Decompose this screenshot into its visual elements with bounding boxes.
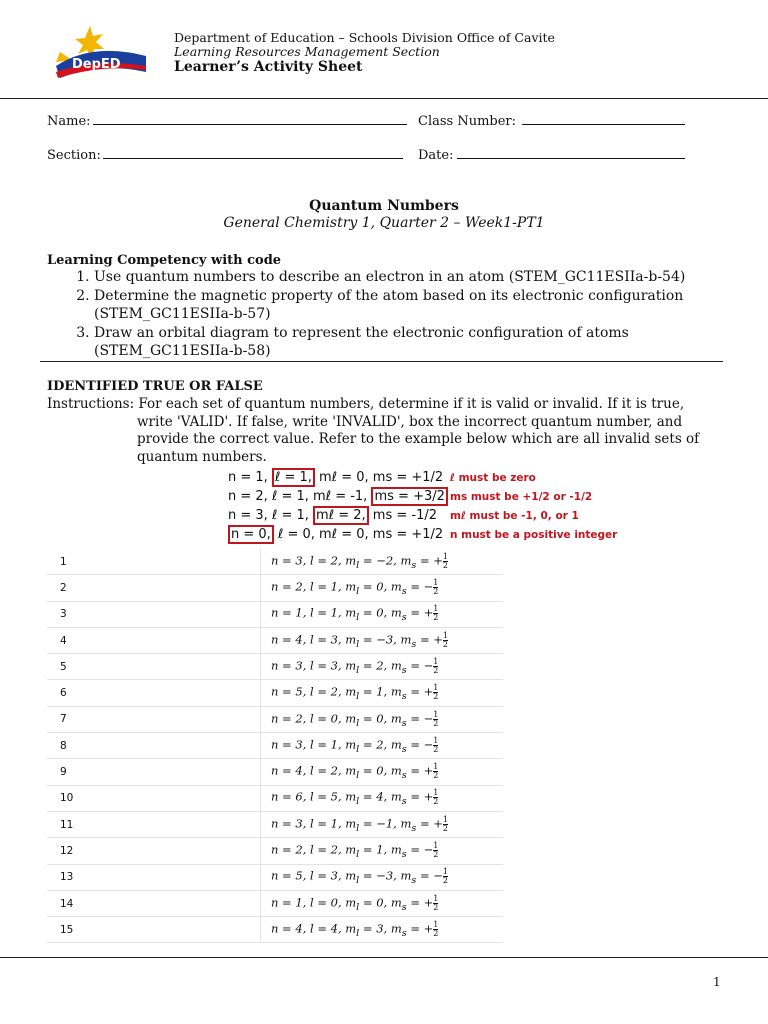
one-half-fraction: $\frac{1}{2}$: [433, 788, 439, 807]
ms-sign: −: [423, 737, 434, 752]
ml-value: 4: [376, 789, 384, 804]
quantum-set: n = 4, l = 2, $m_l = 0$, $m_s$ = + $\frac{1}{2}$: [261, 759, 504, 785]
n-value: 2: [295, 711, 303, 726]
n-value: 2: [295, 842, 303, 857]
boxed-quantum-value: ℓ = 1,: [272, 468, 315, 487]
row-number: 8: [47, 733, 261, 759]
table-row: [47, 549, 503, 575]
quantum-set: n = 4, l = 4, $m_l = 3$, $m_s$ = + $\frac{1}{2}$: [261, 917, 504, 943]
row-number: 2: [47, 575, 261, 601]
ml-value: 2: [376, 658, 384, 673]
row-number: 13: [47, 864, 261, 890]
quantum-set: n = 2, l = 2, $m_l = 1$, $m_s$ = − $\frac{1}{2}$: [261, 838, 504, 864]
class-number-label: Class Number:: [418, 114, 517, 129]
ml-value: −3: [376, 868, 394, 883]
n-value: 5: [295, 868, 303, 883]
quantum-number-table: [47, 549, 503, 943]
row-number: 3: [47, 601, 261, 627]
l-value: 1: [330, 816, 338, 831]
ml-value: 0: [376, 763, 384, 778]
competency-item: 2. Determine the magnetic property of the atom based on its electronic configuration (STEM_GC11ESIIa-b-57): [94, 287, 754, 324]
quantum-value: ℓ = 1,: [271, 508, 309, 523]
l-value: 0: [330, 711, 338, 726]
n-value: 1: [295, 895, 303, 910]
footer-rule: [0, 957, 768, 958]
row-number: 1: [47, 549, 261, 575]
quantum-set: n = 3, l = 3, $m_l = 2$, $m_s$ = − $\frac{1}{2}$: [261, 654, 504, 680]
header-department: Department of Education – Schools Division Office of Cavite: [174, 30, 555, 45]
one-half-fraction: $\frac{1}{2}$: [433, 762, 439, 781]
table-row: [47, 627, 503, 653]
row-number: 15: [47, 917, 261, 943]
row-number: 12: [47, 838, 261, 864]
quantum-value: ms = -1/2: [372, 508, 437, 523]
ms-sign: −: [423, 658, 434, 673]
class-number-field: [418, 112, 685, 129]
ms-sign: +: [423, 605, 434, 620]
page-subtitle: General Chemistry 1, Quarter 2 – Week1-PT1: [223, 215, 545, 231]
name-blank[interactable]: [93, 112, 407, 125]
quantum-value: ms = +1/2: [372, 527, 444, 542]
l-value: 3: [330, 868, 338, 883]
l-value: 3: [330, 658, 338, 673]
one-half-fraction: $\frac{1}{2}$: [433, 735, 439, 754]
example-note: mℓ must be -1, 0, or 1: [450, 510, 579, 522]
ms-sign: +: [423, 921, 434, 936]
ml-value: 1: [376, 684, 384, 699]
section-blank[interactable]: [103, 146, 403, 159]
one-half-fraction: $\frac{1}{2}$: [442, 551, 448, 570]
example-note: ℓ must be zero: [450, 472, 536, 484]
l-value: 4: [330, 921, 338, 936]
ml-value: 0: [376, 895, 384, 910]
logo-sub: CAVITE: [110, 72, 138, 80]
l-value: 2: [330, 553, 338, 568]
table-row: [47, 733, 503, 759]
name-label: Name:: [47, 114, 91, 129]
one-half-fraction: $\frac{1}{2}$: [433, 578, 439, 597]
instructions-rest: write 'VALID'. If false, write 'INVALID', box the incorrect quantum number, and provide the correct value. Refer to the example below which are all invalid sets of quantum numbers.: [137, 413, 700, 465]
one-half-fraction: $\frac{1}{2}$: [433, 893, 439, 912]
ms-sign: −: [423, 579, 434, 594]
quantum-set: n = 5, l = 2, $m_l = 1$, $m_s$ = + $\frac{1}{2}$: [261, 680, 504, 706]
table-row: [47, 838, 503, 864]
one-half-fraction: $\frac{1}{2}$: [433, 841, 439, 860]
ms-sign: +: [423, 789, 434, 804]
section-rule: [40, 361, 723, 362]
n-value: 1: [295, 605, 303, 620]
date-label: Date:: [418, 148, 454, 163]
n-value: 6: [295, 789, 303, 804]
competency-list: [70, 268, 754, 361]
ms-sign: +: [423, 684, 434, 699]
row-number: 5: [47, 654, 261, 680]
ml-value: 1: [376, 842, 384, 857]
example-row: [228, 487, 593, 506]
one-half-fraction: $\frac{1}{2}$: [442, 814, 448, 833]
competency-item: 3. Draw an orbital diagram to represent the electronic configuration of atoms (STEM_GC11ESIIa-b-58): [94, 324, 754, 361]
l-value: 0: [330, 895, 338, 910]
n-value: 3: [295, 816, 303, 831]
quantum-set: n = 1, l = 0, $m_l = 0$, $m_s$ = + $\frac{1}{2}$: [261, 890, 504, 916]
ml-value: 2: [376, 737, 384, 752]
row-number: 6: [47, 680, 261, 706]
logo-text: DepED: [72, 57, 121, 72]
quantum-value: mℓ = -1,: [313, 489, 368, 504]
ml-value: −3: [376, 632, 394, 647]
one-half-fraction: $\frac{1}{2}$: [433, 919, 439, 938]
one-half-fraction: $\frac{1}{2}$: [433, 683, 439, 702]
l-value: 2: [330, 763, 338, 778]
deped-cavite-logo: [52, 22, 152, 84]
boxed-quantum-value: n = 0,: [228, 525, 274, 544]
table-row: [47, 759, 503, 785]
ms-sign: +: [423, 763, 434, 778]
table-row: [47, 917, 503, 943]
ms-sign: −: [423, 842, 434, 857]
class-number-blank[interactable]: [522, 112, 685, 125]
ms-sign: −: [433, 868, 443, 883]
quantum-set: n = 3, l = 1, $m_l = -1$, $m_s$ = + $\frac{1}{2}$: [261, 811, 504, 837]
n-value: 4: [295, 632, 303, 647]
row-number: 10: [47, 785, 261, 811]
page-title: Quantum Numbers: [309, 198, 459, 214]
l-value: 1: [330, 737, 338, 752]
ml-value: 0: [376, 605, 384, 620]
ms-sign: +: [433, 553, 443, 568]
n-value: 4: [295, 921, 303, 936]
table-row: [47, 811, 503, 837]
quantum-value: n = 3,: [228, 508, 268, 523]
one-half-fraction: $\frac{1}{2}$: [442, 630, 448, 649]
ml-value: 0: [376, 579, 384, 594]
instructions-first-line: Instructions: For each set of quantum numbers, determine if it is valid or invalid. If it is true,: [47, 396, 685, 412]
header-section: Learning Resources Management Section: [174, 44, 440, 59]
instructions: [47, 396, 727, 466]
row-number: 14: [47, 890, 261, 916]
ms-sign: +: [423, 895, 434, 910]
activity-heading: IDENTIFIED TRUE OR FALSE: [47, 379, 263, 394]
example-block: [228, 468, 618, 544]
table-row: [47, 864, 503, 890]
boxed-quantum-value: ms = +3/2: [371, 487, 447, 506]
l-value: 1: [330, 579, 338, 594]
date-field: [418, 146, 685, 163]
table-row: [47, 890, 503, 916]
page-number: 1: [713, 975, 721, 989]
example-row: [228, 525, 618, 544]
date-blank[interactable]: [457, 146, 685, 159]
row-number: 4: [47, 627, 261, 653]
header-rule: [0, 98, 768, 99]
competency-item: 1. Use quantum numbers to describe an electron in an atom (STEM_GC11ESIIa-b-54): [94, 268, 754, 287]
row-number: 11: [47, 811, 261, 837]
header-title: Learner’s Activity Sheet: [174, 59, 363, 75]
quantum-set: n = 3, l = 2, $m_l = -2$, $m_s$ = + $\frac{1}{2}$: [261, 549, 504, 575]
table-row: [47, 575, 503, 601]
example-note: ms must be +1/2 or -1/2: [450, 491, 593, 503]
one-half-fraction: $\frac{1}{2}$: [433, 656, 439, 675]
quantum-set: n = 1, l = 1, $m_l = 0$, $m_s$ = + $\frac{1}{2}$: [261, 601, 504, 627]
example-row: [228, 506, 579, 525]
name-field: [47, 112, 407, 129]
one-half-fraction: $\frac{1}{2}$: [433, 709, 439, 728]
quantum-value: ℓ = 0,: [277, 527, 315, 542]
quantum-value: n = 2,: [228, 489, 268, 504]
quantum-set: n = 6, l = 5, $m_l = 4$, $m_s$ = + $\frac{1}{2}$: [261, 785, 504, 811]
competency-heading: Learning Competency with code: [47, 253, 282, 268]
l-value: 1: [330, 605, 338, 620]
ms-sign: +: [433, 632, 443, 647]
table-row: [47, 785, 503, 811]
quantum-set: n = 3, l = 1, $m_l = 2$, $m_s$ = − $\frac{1}{2}$: [261, 733, 504, 759]
row-number: 7: [47, 706, 261, 732]
quantum-value: mℓ = 0,: [319, 470, 369, 485]
one-half-fraction: $\frac{1}{2}$: [433, 604, 439, 623]
n-value: 4: [295, 763, 303, 778]
table-row: [47, 601, 503, 627]
quantum-value: ℓ = 1,: [271, 489, 309, 504]
row-number: 9: [47, 759, 261, 785]
quantum-set: n = 2, l = 1, $m_l = 0$, $m_s$ = − $\frac{1}{2}$: [261, 575, 504, 601]
ml-value: 0: [376, 711, 384, 726]
example-note: n must be a positive integer: [450, 529, 618, 541]
quantum-value: n = 1,: [228, 470, 268, 485]
n-value: 3: [295, 737, 303, 752]
l-value: 3: [330, 632, 338, 647]
quantum-set: n = 2, l = 0, $m_l = 0$, $m_s$ = − $\frac{1}{2}$: [261, 706, 504, 732]
ms-sign: −: [423, 711, 434, 726]
table-row: [47, 654, 503, 680]
quantum-set: n = 5, l = 3, $m_l = -3$, $m_s$ = − $\frac{1}{2}$: [261, 864, 504, 890]
l-value: 5: [330, 789, 338, 804]
one-half-fraction: $\frac{1}{2}$: [442, 867, 448, 886]
example-row: [228, 468, 536, 487]
ml-value: −2: [376, 553, 394, 568]
section-label: Section:: [47, 148, 101, 163]
ml-value: 3: [376, 921, 384, 936]
quantum-set: n = 4, l = 3, $m_l = -3$, $m_s$ = + $\frac{1}{2}$: [261, 627, 504, 653]
quantum-value: mℓ = 0,: [319, 527, 369, 542]
n-value: 3: [295, 553, 303, 568]
n-value: 3: [295, 658, 303, 673]
ms-sign: +: [433, 816, 443, 831]
ml-value: −1: [376, 816, 394, 831]
section-field: [47, 146, 403, 163]
n-value: 2: [295, 579, 303, 594]
table-row: [47, 706, 503, 732]
quantum-value: ms = +1/2: [372, 470, 444, 485]
l-value: 2: [330, 684, 338, 699]
n-value: 5: [295, 684, 303, 699]
l-value: 2: [330, 842, 338, 857]
boxed-quantum-value: mℓ = 2,: [313, 506, 369, 525]
table-row: [47, 680, 503, 706]
